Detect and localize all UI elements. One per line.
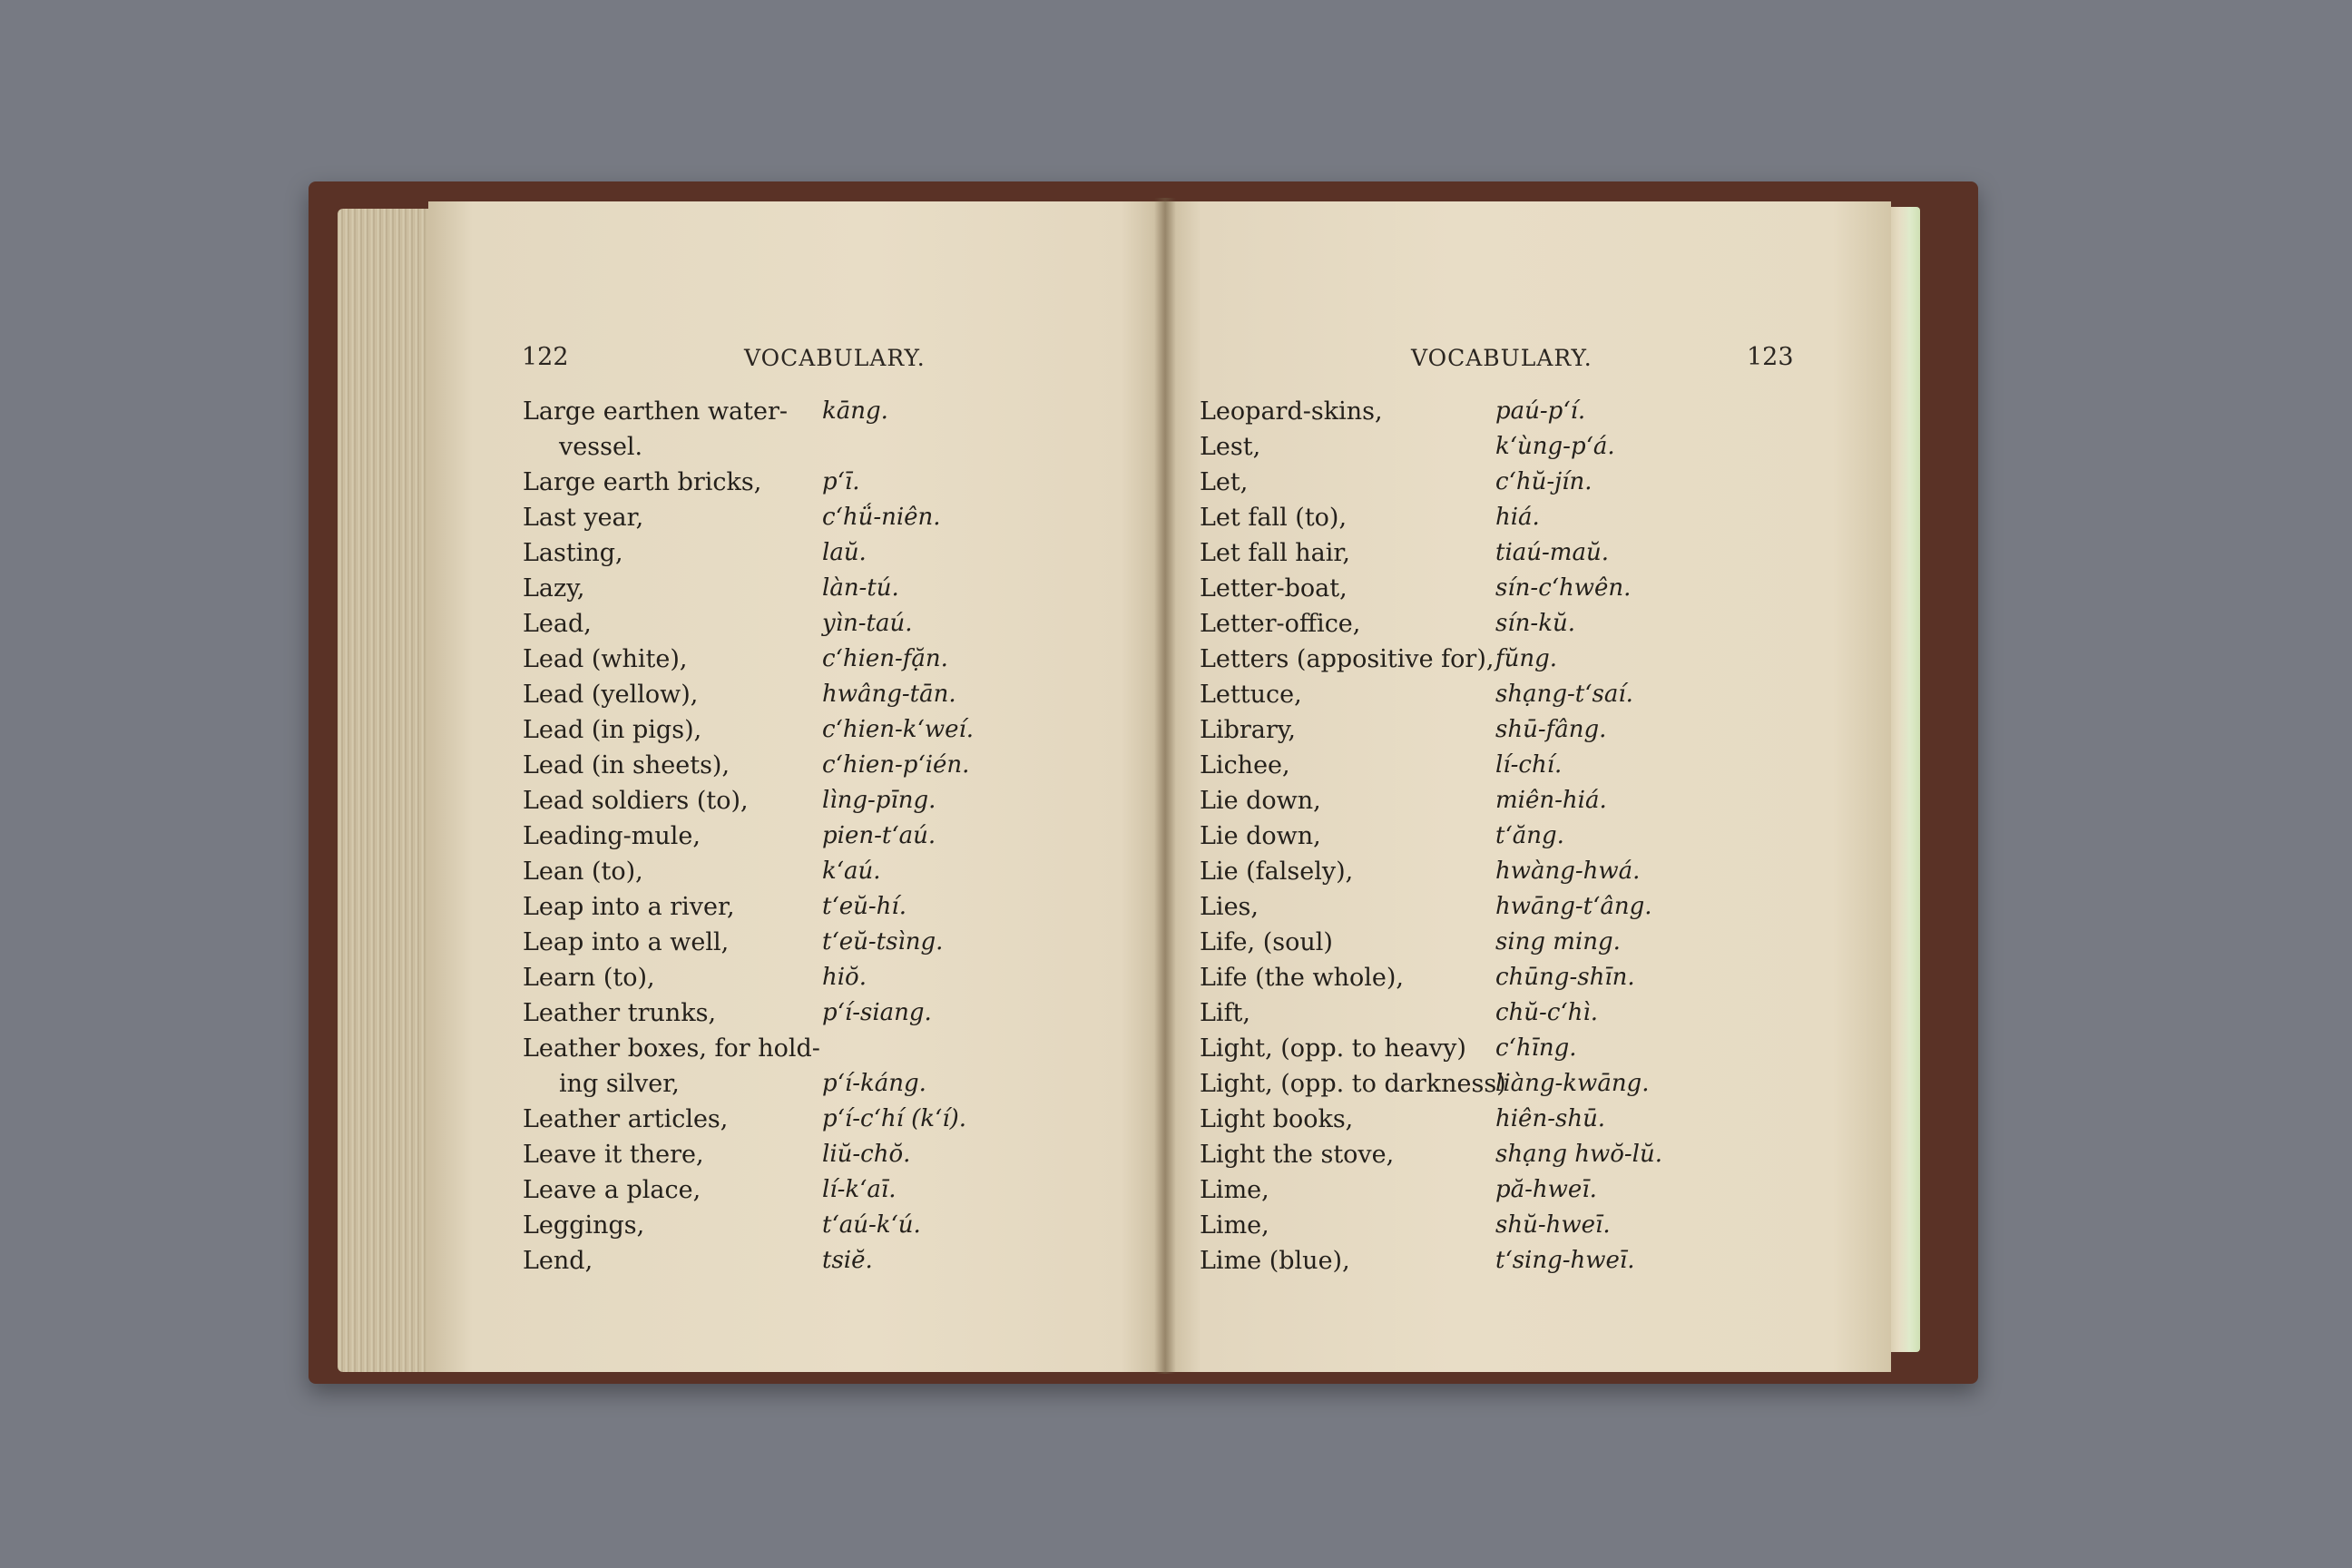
english-term: Lend,	[523, 1247, 593, 1275]
english-term: Lead (in sheets),	[523, 751, 730, 779]
english-term: Letters (appositive for),	[1200, 645, 1494, 673]
chinese-romanization: shū-fâng.	[1495, 716, 1607, 743]
english-term: Lime,	[1200, 1176, 1269, 1204]
chinese-romanization: p‘ī.	[822, 468, 860, 495]
chinese-romanization: hiá.	[1495, 504, 1540, 531]
english-term: Let fall (to),	[1200, 504, 1348, 532]
chinese-romanization: p‘í-siang.	[822, 999, 932, 1026]
english-term: Leggings,	[523, 1211, 645, 1240]
english-term: Lead,	[523, 610, 592, 638]
chinese-romanization: hwāng-t‘âng.	[1495, 893, 1652, 920]
chinese-romanization: liŭ-chŏ.	[822, 1141, 911, 1168]
chinese-romanization: c‘hien-p‘ién.	[822, 751, 970, 779]
english-term: Lie (falsely),	[1200, 858, 1354, 886]
chinese-romanization: lìng-pīng.	[822, 787, 936, 814]
english-term: vessel.	[559, 433, 643, 461]
page-edges-left	[338, 209, 437, 1372]
english-term: Lichee,	[1200, 751, 1290, 779]
english-term: Lime,	[1200, 1211, 1269, 1240]
chinese-romanization: t‘eŭ-tsìng.	[822, 928, 944, 956]
chinese-romanization: miên-hiá.	[1495, 787, 1607, 814]
english-term: Light books,	[1200, 1105, 1354, 1133]
chinese-romanization: hwàng-hwá.	[1495, 858, 1641, 885]
english-term: Life (the whole),	[1200, 964, 1404, 992]
english-term: Leading-mule,	[523, 822, 701, 850]
english-term: Life, (soul)	[1200, 928, 1333, 956]
english-term: Leather trunks,	[523, 999, 717, 1027]
english-term: Lazy,	[523, 574, 585, 603]
english-term: Lie down,	[1200, 787, 1321, 815]
english-term: Lead soldiers (to),	[523, 787, 749, 815]
english-term: Lettuce,	[1200, 681, 1302, 709]
chinese-romanization: hiên-shū.	[1495, 1105, 1606, 1132]
english-term: Lead (yellow),	[523, 681, 699, 709]
english-term: Lift,	[1200, 999, 1250, 1027]
chinese-romanization: c‘hǘ-niên.	[822, 504, 941, 531]
chinese-romanization: hiŏ.	[822, 964, 867, 991]
chinese-romanization: sing ming.	[1495, 928, 1621, 956]
chinese-romanization: t‘ăng.	[1495, 822, 1564, 849]
english-term: Large earthen water-	[523, 397, 789, 426]
chinese-romanization: shạng-t‘saí.	[1495, 681, 1633, 708]
english-term: Let,	[1200, 468, 1249, 496]
english-term: Lean (to),	[523, 858, 643, 886]
english-term: Lead (white),	[523, 645, 688, 673]
left-page-number: 122	[522, 343, 569, 371]
english-term: Let fall hair,	[1200, 539, 1350, 567]
english-term: Leave it there,	[523, 1141, 704, 1169]
chinese-romanization: kāng.	[822, 397, 888, 425]
chinese-romanization: t‘sing-hweī.	[1495, 1247, 1635, 1274]
english-term: Leave a place,	[523, 1176, 701, 1204]
chinese-romanization: chūng-shīn.	[1495, 964, 1635, 991]
chinese-romanization: lí-chí.	[1495, 751, 1563, 779]
english-term: Letter-boat,	[1200, 574, 1348, 603]
chinese-romanization: sín-c‘hwên.	[1495, 574, 1632, 602]
chinese-romanization: laŭ.	[822, 539, 867, 566]
english-term: Large earth bricks,	[523, 468, 762, 496]
english-term: Last year,	[523, 504, 644, 532]
chinese-romanization: p‘í-káng.	[822, 1070, 926, 1097]
chinese-romanization: t‘aú-k‘ú.	[822, 1211, 921, 1239]
chinese-romanization: làn-tú.	[822, 574, 899, 602]
english-term: Light, (opp. to darkness)	[1200, 1070, 1506, 1098]
english-term: Light, (opp. to heavy)	[1200, 1034, 1466, 1063]
chinese-romanization: k‘aú.	[822, 858, 881, 885]
english-term: Lies,	[1200, 893, 1259, 921]
left-running-head: VOCABULARY.	[744, 345, 926, 371]
chinese-romanization: k‘ùng-p‘á.	[1495, 433, 1615, 460]
english-term: Leap into a river,	[523, 893, 735, 921]
chinese-romanization: pien-t‘aú.	[822, 822, 936, 849]
chinese-romanization: lí-k‘aī.	[822, 1176, 897, 1203]
chinese-romanization: liàng-kwāng.	[1495, 1070, 1650, 1097]
chinese-romanization: fŭng.	[1495, 645, 1558, 672]
book-gutter	[1154, 198, 1176, 1374]
chinese-romanization: paú-p‘í.	[1495, 397, 1586, 425]
chinese-romanization: c‘hŭ-jín.	[1495, 468, 1592, 495]
right-page-number: 123	[1747, 343, 1794, 371]
english-term: ing silver,	[559, 1070, 680, 1098]
chinese-romanization: yìn-taú.	[822, 610, 913, 637]
chinese-romanization: shạng hwŏ-lŭ.	[1495, 1141, 1663, 1168]
chinese-romanization: shŭ-hweī.	[1495, 1211, 1611, 1239]
chinese-romanization: chŭ-c‘hì.	[1495, 999, 1598, 1026]
chinese-romanization: tiaú-maŭ.	[1495, 539, 1609, 566]
english-term: Lasting,	[523, 539, 623, 567]
english-term: Leap into a well,	[523, 928, 730, 956]
english-term: Lead (in pigs),	[523, 716, 702, 744]
chinese-romanization: c‘hien-k‘weí.	[822, 716, 975, 743]
chinese-romanization: sín-kŭ.	[1495, 610, 1575, 637]
chinese-romanization: tsiĕ.	[822, 1247, 873, 1274]
english-term: Lime (blue),	[1200, 1247, 1350, 1275]
english-term: Leather articles,	[523, 1105, 729, 1133]
english-term: Lest,	[1200, 433, 1261, 461]
chinese-romanization: pă-hweī.	[1495, 1176, 1597, 1203]
english-term: Leopard-skins,	[1200, 397, 1383, 426]
english-term: Learn (to),	[523, 964, 655, 992]
chinese-romanization: t‘eŭ-hí.	[822, 893, 906, 920]
english-term: Lie down,	[1200, 822, 1321, 850]
chinese-romanization: p‘í-c‘hí (k‘í).	[822, 1105, 967, 1132]
chinese-romanization: hwâng-tān.	[822, 681, 956, 708]
english-term: Library,	[1200, 716, 1297, 744]
english-term: Letter-office,	[1200, 610, 1361, 638]
right-running-head: VOCABULARY.	[1411, 345, 1592, 371]
chinese-romanization: c‘hien-fặn.	[822, 645, 948, 672]
chinese-romanization: c‘hīng.	[1495, 1034, 1577, 1062]
english-term: Light the stove,	[1200, 1141, 1395, 1169]
english-term: Leather boxes, for hold-	[523, 1034, 820, 1063]
